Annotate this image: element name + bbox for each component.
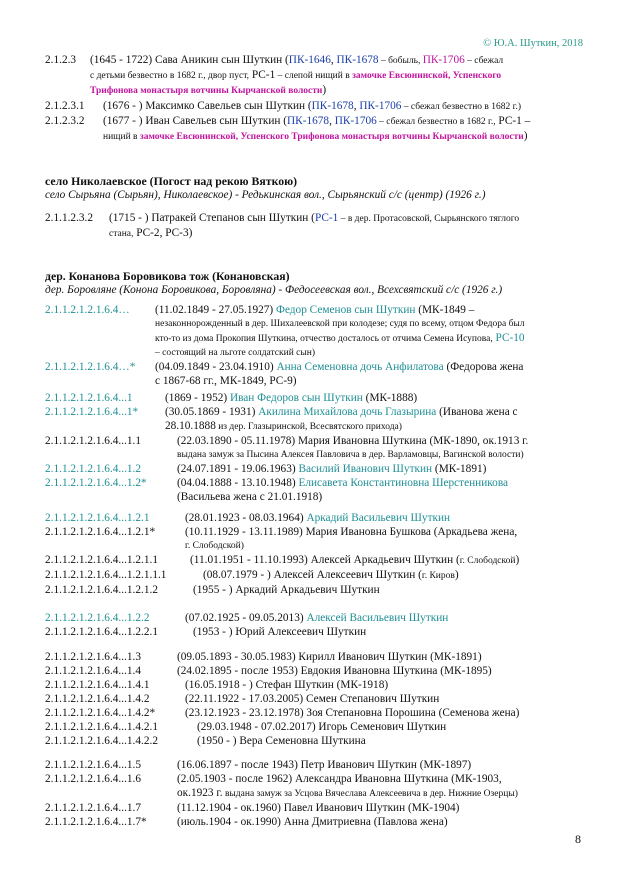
section-subheading-nikolaevskoe: село Сырьяна (Сырьян), Николаевское) - Редькинская вол., Сырьянский с/с (центр) (1926 г.) (45, 189, 486, 201)
section-heading-nikolaevskoe: село Николаевское (Погост над рекою Вяткою) (45, 174, 298, 188)
entry-aleksey-ark: 2.1.1.2.1.2.1.6.4...1.2.1.1 (11.01.1951 - 11.10.1993) Алексей Аркадьевич Шуткин (г. Слободской) (45, 554, 520, 566)
entry-maria-iv: 2.1.1.2.1.2.1.6.4...1.1 (22.03.1890 - 05.11.1978) Мария Ивановна Шуткина (МК-1890, ок.1913 г. (45, 435, 529, 447)
entry-pavel: 2.1.1.2.1.2.1.6.4...1.7 (11.12.1904 - ок.1960) Павел Иванович Шуткин (МК-1904) (45, 802, 460, 814)
entry-aleksey-al: 2.1.1.2.1.2.1.6.4...1.2.1.1.1 (08.07.1979 - ) Алексей Алексеевич Шуткин (г. Киров) (45, 569, 459, 581)
entry-vera: 2.1.1.2.1.2.1.6.4...1.4.2.2 (1950 - ) Вера Семеновна Шуткина (45, 735, 366, 747)
copyright-notice: © Ю.А. Шуткин, 2018 (483, 38, 583, 49)
entry-anna-dm: 2.1.1.2.1.2.1.6.4...1.7* (июль.1904 - ок.1990) Анна Дмитриевна (Павлова жена) (45, 816, 448, 828)
entry-fedor: 2.1.1.2.1.2.1.6.4… (11.02.1849 - 27.05.1927) Федор Семенов сын Шуткин (МК-1849 – (45, 304, 475, 316)
entry-2-1-2-3: 2.1.2.3 (1645 - 1722) Сава Аникин сын Шуткин (ПК-1646, ПК-1678 – бобыль, ПК-1706 – сбежал (45, 54, 504, 66)
entry-aleksey-vas: 2.1.1.2.1.2.1.6.4...1.2.2 (07.02.1925 - 09.05.2013) Алексей Васильевич Шуткин (45, 612, 449, 624)
entry-kirill: 2.1.1.2.1.2.1.6.4...1.3 (09.05.1893 - 30.05.1983) Кирилл Иванович Шуткин (МК-1891) (45, 651, 482, 663)
section-heading-konanova: дер. Конанова Боровикова тож (Конановская) (45, 269, 290, 283)
entry-aleksandra: 2.1.1.2.1.2.1.6.4...1.6 (2.05.1903 - после 1962) Александра Ивановна Шуткина (МК-1903, (45, 773, 502, 785)
entry-yuriy: 2.1.1.2.1.2.1.6.4...1.2.2.1 (1953 - ) Юрий Алексеевич Шуткин (45, 626, 367, 638)
entry-arkadiy: 2.1.1.2.1.2.1.6.4...1.2.1 (28.01.1923 - 08.03.1964) Аркадий Васильевич Шуткин (45, 512, 451, 524)
entry-vasiliy: 2.1.1.2.1.2.1.6.4...1.2 (24.07.1891 - 19.06.1963) Василий Иванович Шуткин (МК-1891) (45, 463, 487, 475)
entry-2-1-2-3-1: 2.1.2.3.1 (1676 - ) Максимко Савельев сын Шуткин (ПК-1678, ПК-1706 – сбежал безвестно в 1682 г.) (45, 100, 522, 112)
document-body: 2.1.2.3 (1645 - 1722) Сава Аникин сын Шуткин (ПК-1646, ПК-1678 – бобыль, ПК-1706 – сбежал с детьми безвестно в 1682 г., двор пуст, РС-1 – слепой нищий в замочке Евсюнинской, Успенского Трифонова монастыря вотчины Кырчанской волости) 2.1.2.3.1 (1676 - ) Максимко Савельев сын Шуткин (ПК-1678, ПК-1706 – сбежал безвестно в 1682 г.) 2.1.2.3.2 (1677 - ) Иван Савельев сын Шуткин (ПК-1678, ПК-1706 – сбежал безвестно в 1682 г., РС-1 – нищий в замочке Евсюнинской, Успенского Трифонова монастыря вотчины Кырчанской волости) село Николаевское (Погост над рекою Вяткою) село Сырьяна (Сырьян), Николаевское) - Редькинская вол., Сырьянский с/с (центр) (1926 г.) 2.1.1.2.3.2 (1715 - ) Патракей Степанов сын Шуткин (РС-1 – в дер. Протасовской, Сырьянского тяглого стана, РС-2, РС-3) дер. Конанова Боровикова тож (Конановская) дер. Боровляне (Конона Боровикова, Боровляна) - Федосеевская вол., Всехсвятский с/с (1926 г.) 2.1.1.2.1.2.1.6.4… (11.02.1849 - 27.05.1927) Федор Семенов сын Шуткин (МК-1849 – незаконнорожденный в дер. Шихалеевской при колодезе; судя по всему, отцом Федора был кто-то из дома Прокопия Шуткина, отчество досталось от отчима Семена Исупова, РС-10 – состоящий на льготе солдатский сын) 2.1.1.2.1.2.1.6.4…* (04.09.1849 - 23.04.1910) Анна Семеновна дочь Анфилатова (Федорова жена с 1867-68 гг., МК-1849, РС-9) 2.1.1.2.1.2.1.6.4...1 (1869 - 1952) Иван Федоров сын Шуткин (МК-1888) 2.1.1.2.1.2.1.6.4...1* (30.05.1869 - 1931) Акилина Михайлова дочь Глазырина (Иванова жена с 28.10.1888 из дер. Глазыринской, Всесвятского прихода) 2.1.1.2.1.2.1.6.4...1.1 (22.03.1890 - 05.11.1978) Мария Ивановна Шуткина (МК-1890, ок.1913 г. выдана замуж за Пысина Алексея Павловича в дер. Варламовцы, Вагинской волости) 2.1.1.2.1.2.1.6.4...1.2 (24.07.1891 - 19.06.1963) Василий Иванович Шуткин (МК-1891) 2.1.1.2.1.2.1.6.4...1.2* (04.04.1888 - 13.10.1948) Елисавета Константиновна Шерстенникова (Васильева жена с 21.01.1918) 2.1.1.2.1.2.1.6.4...1.2.1 (28.01.1923 - 08.03.1964) Аркадий Васильевич Шуткин 2.1.1.2.1.2.1.6.4...1.2.1* (10.11.1929 - 13.11.1989) Мария Ивановна Бушкова (Аркадьева жена, г. Слободской) 2.1.1.2.1.2.1.6.4...1.2.1.1 (11.01.1951 - 11.10.1993) Алексей Аркадьевич Шуткин (г. Слободской) 2.1.1.2.1.2.1.6.4...1.2.1.1.1 (08.07.1979 - ) Алексей Алексеевич Шуткин (г. Киров) 2.1.1.2.1.2.1.6.4...1.2.1.2 (1955 - ) Аркадий Аркадьевич Шуткин 2.1.1.2.1.2.1.6.4...1.2.2 (07.02.1925 - 09.05.2013) Алексей Васильевич Шуткин 2.1.1.2.1.2.1.6.4...1.2.2.1 (1953 - ) Юрий Алексеевич Шуткин 2.1.1.2.1.2.1.6.4...1.3 (09.05.1893 - 30.05.1983) Кирилл Иванович Шуткин (МК-1891) 2.1.1.2.1.2.1.6.4...1.4 (24.02.1895 - после 1953) Евдокия Ивановна Шуткина (МК-1895) 2.1.1.2.1.2.1.6.4...1.4.1 (16.05.1918 - ) Стефан Шуткин (МК-1918) 2.1.1.2.1.2.1.6.4...1.4.2 (22.11.1922 - 17.03.2005) Семен Степанович Шуткин 2.1.1.2.1.2.1.6.4...1.4.2* (23.12.1923 - 23.12.1978) Зоя Степановна Порошина (Семенова жена) 2.1.1.2.1.2.1.6.4...1.4.2.1 (29.03.1948 - 07.02.2017) Игорь Семенович Шуткин 2.1.1.2.1.2.1.6.4...1.4.2.2 (1950 - ) Вера Семеновна Шуткина 2.1.1.2.1.2.1.6.4...1.5 (16.06.1897 - после 1943) Петр Иванович Шуткин (МК-1897) 2.1.1.2.1.2.1.6.4...1.6 (2.05.1903 - после 1962) Александра Ивановна Шуткина (МК-1903, ок.1923 г. выдана замуж за Усцова Вячеслава Алексеевича в дер. Нижние Озерцы) 2.1.1.2.1.2.1.6.4...1.7 (11.12.1904 - ок.1960) Павел Иванович Шуткин (МК-1904) 2.1.1.2.1.2.1.6.4...1.7* (июль.1904 - ок.1990) Анна Дмитриевна (Павлова жена) (45, 53, 585, 829)
entry-elisaveta: 2.1.1.2.1.2.1.6.4...1.2* (04.04.1888 - 13.10.1948) Елисавета Константиновна Шерстенникова (45, 477, 509, 489)
entry-arkadiy-ark: 2.1.1.2.1.2.1.6.4...1.2.1.2 (1955 - ) Аркадий Аркадьевич Шуткин (45, 584, 380, 596)
entry-anna: 2.1.1.2.1.2.1.6.4…* (04.09.1849 - 23.04.1910) Анна Семеновна дочь Анфилатова (Федорова жена (45, 361, 524, 373)
section-subheading-konanova: дер. Боровляне (Конона Боровикова, Боровляна) - Федосеевская вол., Всехсвятский с/с (1926 г.) (45, 284, 503, 296)
entry-2-1-2-3-2: 2.1.2.3.2 (1677 - ) Иван Савельев сын Шуткин (ПК-1678, ПК-1706 – сбежал безвестно в 1682 г., РС-1 – (45, 115, 531, 127)
entry-evdokiya: 2.1.1.2.1.2.1.6.4...1.4 (24.02.1895 - после 1953) Евдокия Ивановна Шуткина (МК-1895) (45, 665, 492, 677)
entry-zoya: 2.1.1.2.1.2.1.6.4...1.4.2* (23.12.1923 - 23.12.1978) Зоя Степановна Порошина (Семенова жена) (45, 707, 520, 719)
entry-ivan: 2.1.1.2.1.2.1.6.4...1 (1869 - 1952) Иван Федоров сын Шуткин (МК-1888) (45, 392, 418, 404)
entry-akilina: 2.1.1.2.1.2.1.6.4...1* (30.05.1869 - 1931) Акилина Михайлова дочь Глазырина (Иванова жена с (45, 406, 518, 418)
entry-2-1-1-2-3-2: 2.1.1.2.3.2 (1715 - ) Патракей Степанов сын Шуткин (РС-1 – в дер. Протасовской, Сырьянского тяглого (45, 212, 520, 224)
entry-petr: 2.1.1.2.1.2.1.6.4...1.5 (16.06.1897 - после 1943) Петр Иванович Шуткин (МК-1897) (45, 759, 472, 771)
page-number: 8 (575, 832, 581, 846)
entry-semen: 2.1.1.2.1.2.1.6.4...1.4.2 (22.11.1922 - 17.03.2005) Семен Степанович Шуткин (45, 693, 440, 705)
entry-stefan: 2.1.1.2.1.2.1.6.4...1.4.1 (16.05.1918 - ) Стефан Шуткин (МК-1918) (45, 679, 389, 691)
entry-maria-bushkova: 2.1.1.2.1.2.1.6.4...1.2.1* (10.11.1929 - 13.11.1989) Мария Ивановна Бушкова (Аркадьева жена, (45, 526, 518, 538)
entry-igor: 2.1.1.2.1.2.1.6.4...1.4.2.1 (29.03.1948 - 07.02.2017) Игорь Семенович Шуткин (45, 721, 447, 733)
